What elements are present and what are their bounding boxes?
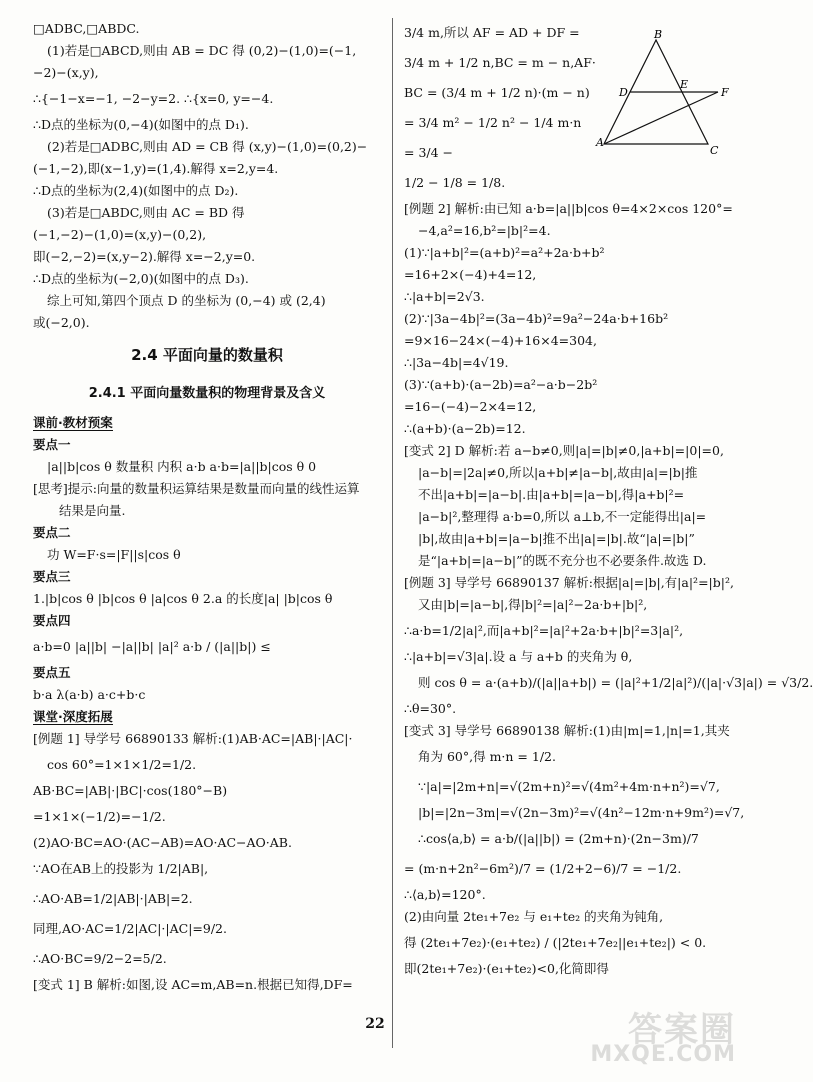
text-line: [例题 3] 导学号 66890137 解析:根据|a|=|b|,有|a|²=|b|², <box>404 575 734 590</box>
text-line: ∴D点的坐标为(−2,0)(如图中的点 D₃). <box>33 271 249 286</box>
text-line: 结果是向量. <box>59 503 126 518</box>
key-point-heading: 要点四 <box>33 613 71 628</box>
text-line: (3)∵(a+b)·(a−2b)=a²−a·b−2b² <box>404 377 598 392</box>
text-line: 综上可知,第四个顶点 D 的坐标为 (0,−4) 或 (2,4) <box>47 293 326 308</box>
text-line: −4,a²=16,b²=|b|²=4. <box>418 223 551 238</box>
text-line: |a||b|cos θ 数量积 内积 a·b a·b=|a||b|cos θ 0 <box>47 459 317 474</box>
text-line: (−1,−2)−(1,0)=(x,y)−(0,2), <box>33 227 207 242</box>
key-point-heading: 要点五 <box>33 665 71 680</box>
text-line: 即(2te₁+7e₂)·(e₁+te₂)<0,化简即得 <box>404 961 609 976</box>
text-line: 功 W=F·s=|F||s|cos θ <box>47 547 181 562</box>
text-line: ∴AO·BC=9/2−2=5/2. <box>33 951 167 966</box>
text-line: 角为 60°,得 m·n = 1/2. <box>418 749 556 764</box>
text-line: ∴⟨a,b⟩=120°. <box>404 887 486 902</box>
text-line: ∴cos⟨a,b⟩ = a·b/(|a||b|) = (2m+n)·(2n−3m)/7 <box>418 831 699 846</box>
text-line: ∴|3a−4b|=4√19. <box>404 355 509 370</box>
text-line: −2)−(x,y), <box>33 65 99 80</box>
text-line: ∴(a+b)·(a−2b)=12. <box>404 421 526 436</box>
text-line: (−1,−2),即(x−1,y)=(1,4).解得 x=2,y=4. <box>33 161 279 176</box>
text-line: [例题 1] 导学号 66890133 解析:(1)AB·AC=|AB|·|AC|· <box>33 731 353 746</box>
left-column <box>33 18 381 996</box>
text-line: = (m·n+2n²−6m²)/7 = (1/2+2−6)/7 = −1/2. <box>404 861 682 876</box>
text-line: 即(−2,−2)=(x,y−2).解得 x=−2,y=0. <box>33 249 256 264</box>
heading-classroom: 课堂·深度拓展 <box>33 709 113 724</box>
watermark-logo: 答案圈 MXQE.COM <box>590 1010 736 1067</box>
text-line: 3/4 m,所以 AF = AD + DF = <box>404 25 580 40</box>
text-line: [思考]提示:向量的数量积运算结果是数量而向量的线性运算 <box>33 481 360 496</box>
figure-label-a: A <box>596 136 604 149</box>
figure-label-b: B <box>654 28 663 41</box>
text-line: cos 60°=1×1×1/2=1/2. <box>47 757 197 772</box>
section-title: 2.4 平面向量的数量积 <box>131 346 283 364</box>
text-line: 得 (2te₁+7e₂)·(e₁+te₂) / (|2te₁+7e₂||e₁+te₂|) < 0. <box>404 935 707 950</box>
key-point-heading: 要点三 <box>33 569 71 584</box>
page-number: 22 <box>365 1016 385 1032</box>
text-line: ∵|a|=|2m+n|=√(2m+n)²=√(4m²+4m·n+n²)=√7, <box>418 779 720 794</box>
text-line: (2)若是□ADBC,则由 AD = CB 得 (x,y)−(1,0)=(0,2)− <box>47 139 368 154</box>
text-line: 同理,AO·AC=1/2|AC|·|AC|=9/2. <box>33 921 227 936</box>
text-line: 则 cos θ = a·(a+b)/(|a||a+b|) = (|a|²+1/2|a|²)/(|a|·√3|a|) = √3/2. <box>418 675 813 690</box>
text-line: □ADBC,□ABDC. <box>33 21 140 36</box>
text-line: 是“|a+b|=|a−b|”的既不充分也不必要条件.故选 D. <box>418 553 707 568</box>
text-line: 1/2 − 1/8 = 1/8. <box>404 175 506 190</box>
text-line: 又由|b|=|a−b|,得|b|²=|a|²−2a·b+|b|², <box>418 597 648 612</box>
text-line: b·a λ(a·b) a·c+b·c <box>33 687 146 702</box>
text-line: ∴a·b=1/2|a|²,而|a+b|²=|a|²+2a·b+|b|²=3|a|², <box>404 623 684 638</box>
text-line: ∴θ=30°. <box>404 701 457 716</box>
text-line: |b|=|2n−3m|=√(2n−3m)²=√(4n²−12m·n+9m²)=√7, <box>418 805 745 820</box>
key-point-heading: 要点一 <box>33 437 71 452</box>
column-divider <box>392 18 393 1048</box>
text-line: ∴|a+b|=2√3. <box>404 289 485 304</box>
text-line: =9×16−24×(−4)+16×4=304, <box>404 333 597 348</box>
text-line: ∵AO在AB上的投影为 1/2|AB|, <box>33 861 209 876</box>
subsection-title: 2.4.1 平面向量数量积的物理背景及含义 <box>88 386 326 401</box>
text-line: [例题 2] 解析:由已知 a·b=|a||b|cos θ=4×2×cos 120°= <box>404 201 733 216</box>
figure-label-f: F <box>721 86 729 99</box>
text-line: ∴D点的坐标为(0,−4)(如图中的点 D₁). <box>33 117 249 132</box>
text-line: |a−b|²,整理得 a·b=0,所以 a⊥b,不一定能得出|a|= <box>418 509 707 524</box>
text-line: ∴D点的坐标为(2,4)(如图中的点 D₂). <box>33 183 239 198</box>
text-line: (1)若是□ABCD,则由 AB = DC 得 (0,2)−(1,0)=(−1, <box>47 43 357 58</box>
text-line: (2)∵|3a−4b|²=(3a−4b)²=9a²−24a·b+16b² <box>404 311 669 326</box>
figure-label-d: D <box>619 86 628 99</box>
text-line: (1)∵|a+b|²=(a+b)²=a²+2a·b+b² <box>404 245 605 260</box>
text-line: ∴|a+b|=√3|a|.设 a 与 a+b 的夹角为 θ, <box>404 649 633 664</box>
text-line: ∴{−1−x=−1, −2−y=2. ∴{x=0, y=−4. <box>33 91 274 106</box>
text-line: (2)AO·BC=AO·(AC−AB)=AO·AC−AO·AB. <box>33 835 292 850</box>
text-line: [变式 2] D 解析:若 a−b≠0,则|a|=|b|≠0,|a+b|=|0|=0, <box>404 443 724 458</box>
text-line: ∴AO·AB=1/2|AB|·|AB|=2. <box>33 891 193 906</box>
text-line: =16−(−4)−2×4=12, <box>404 399 537 414</box>
key-point-heading: 要点二 <box>33 525 71 540</box>
text-line: a·b=0 |a||b| −|a||b| |a|² a·b / (|a||b|) ≤ <box>33 639 271 654</box>
right-column <box>404 18 813 980</box>
text-line: 3/4 m + 1/2 n,BC = m − n,AF· <box>404 55 596 70</box>
text-line: AB·BC=|AB|·|BC|·cos(180°−B) <box>33 783 228 798</box>
text-line: 不出|a+b|=|a−b|.由|a+b|=|a−b|,得|a+b|²= <box>418 487 685 502</box>
text-line: (2)由向量 2te₁+7e₂ 与 e₁+te₂ 的夹角为钝角, <box>404 909 664 924</box>
text-line: [变式 1] B 解析:如图,设 AC=m,AB=n.根据已知得,DF= <box>33 977 353 992</box>
text-line: =16+2×(−4)+4=12, <box>404 267 537 282</box>
text-line: BC = (3/4 m + 1/2 n)·(m − n) = 3/4 m² − 1/2 n² − 1/4 m·n = 3/4 − <box>404 85 590 160</box>
heading-preview: 课前·教材预案 <box>33 415 113 430</box>
text-line: =1×1×(−1/2)=−1/2. <box>33 809 166 824</box>
text-line: 1.|b|cos θ |b|cos θ |a|cos θ 2.a 的长度|a| |b|cos θ <box>33 591 333 606</box>
text-line: [变式 3] 导学号 66890138 解析:(1)由|m|=1,|n|=1,其夹 <box>404 723 730 738</box>
text-line: |a−b|=|2a|≠0,所以|a+b|≠|a−b|,故由|a|=|b|推 <box>418 465 698 480</box>
text-line: |b|,故由|a+b|=|a−b|推不出|a|=|b|.故“|a|=|b|” <box>418 531 695 546</box>
figure-label-e: E <box>680 78 689 91</box>
text-line: (3)若是□ABDC,则由 AC = BD 得 <box>47 205 245 220</box>
text-line: 或(−2,0). <box>33 315 90 330</box>
figure-label-c: C <box>710 144 719 157</box>
